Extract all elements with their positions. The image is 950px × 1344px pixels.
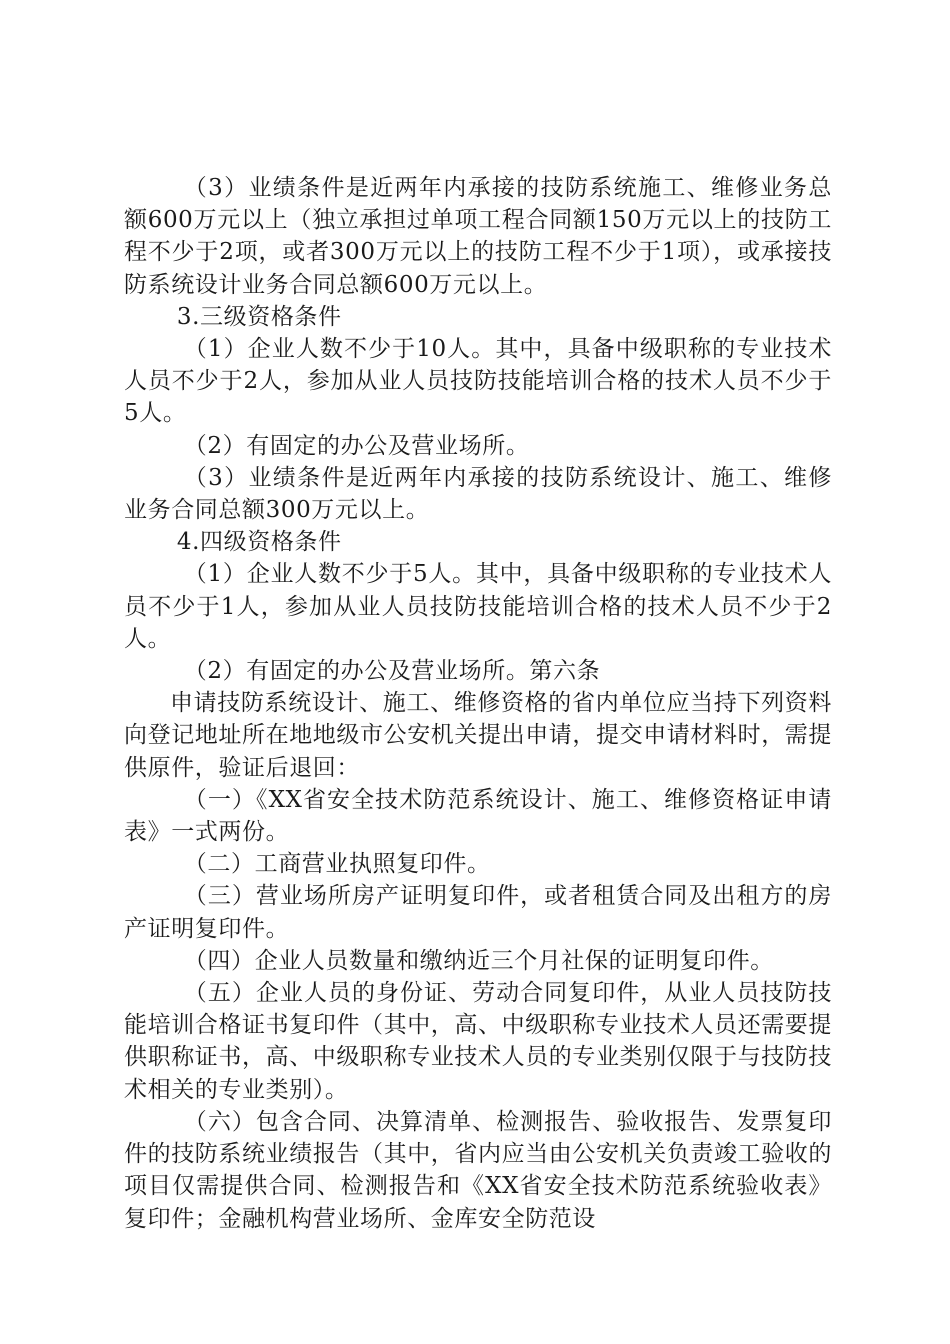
heading-level3-qualification: 3.三级资格条件 xyxy=(176,303,342,330)
paragraph-performance-condition-level2: （3）业绩条件是近两年内承接的技防系统施工、维修业务总额600万元以上（独立承担过单项工程合同额150万元以上的技防工程不少于2项，或者300万元以上的技防工程不少于1项），或承接技防系统设计业务合同总额600万元以上。 xyxy=(124,175,832,298)
paragraph-application-materials-intro: 申请技防系统设计、施工、维修资格的省内单位应当持下列资料向登记地址所在地地级市公安机关提出申请，提交申请材料时，需提供原件，验证后退回： xyxy=(124,690,832,781)
list-item-performance-report: （六）包含合同、决算清单、检测报告、验收报告、发票复印件的技防系统业绩报告（其中，省内应当由公安机关负责竣工验收的项目仅需提供合同、检测报告和《XX省安全技术防范系统验收表》复印件；金融机构营业场所、金库安全防范设 xyxy=(124,1108,832,1232)
list-item-property-certificate: （三）营业场所房产证明复印件，或者租赁合同及出租方的房产证明复印件。 xyxy=(124,883,832,942)
list-item-application-form: （一）《XX省安全技术防范系统设计、施工、维修资格证申请表》一式两份。 xyxy=(124,786,832,846)
list-item-social-security: （四）企业人员数量和缴纳近三个月社保的证明复印件。 xyxy=(183,947,774,974)
list-item-staff-documents: （五）企业人员的身份证、劳动合同复印件，从业人员技防技能培训合格证书复印件（其中，高、中级职称专业技术人员还需要提供职称证书，高、中级职称专业技术人员的专业类别仅限于与技防技术相关的专业类别）。 xyxy=(124,980,832,1103)
list-item-business-license: （二）工商营业执照复印件。 xyxy=(183,851,491,878)
paragraph-level4-staff: （1）企业人数不少于5人。其中，具备中级职称的专业技术人员不少于1人，参加从业人员技防技能培训合格的技术人员不少于2人。 xyxy=(124,561,832,652)
heading-level4-qualification: 4.四级资格条件 xyxy=(176,529,342,556)
paragraph-level4-office: （2）有固定的办公及营业场所。第六条 xyxy=(183,658,601,685)
paragraph-level3-performance: （3）业绩条件是近两年内承接的技防系统设计、施工、维修业务合同总额300万元以上。 xyxy=(124,464,832,524)
paragraph-level3-staff: （1）企业人数不少于10人。其中，具备中级职称的专业技术人员不少于2人，参加从业人员技防技能培训合格的技术人员不少于5人。 xyxy=(124,336,832,427)
paragraph-level3-office: （2）有固定的办公及营业场所。 xyxy=(183,432,530,459)
document-body xyxy=(124,172,832,1235)
